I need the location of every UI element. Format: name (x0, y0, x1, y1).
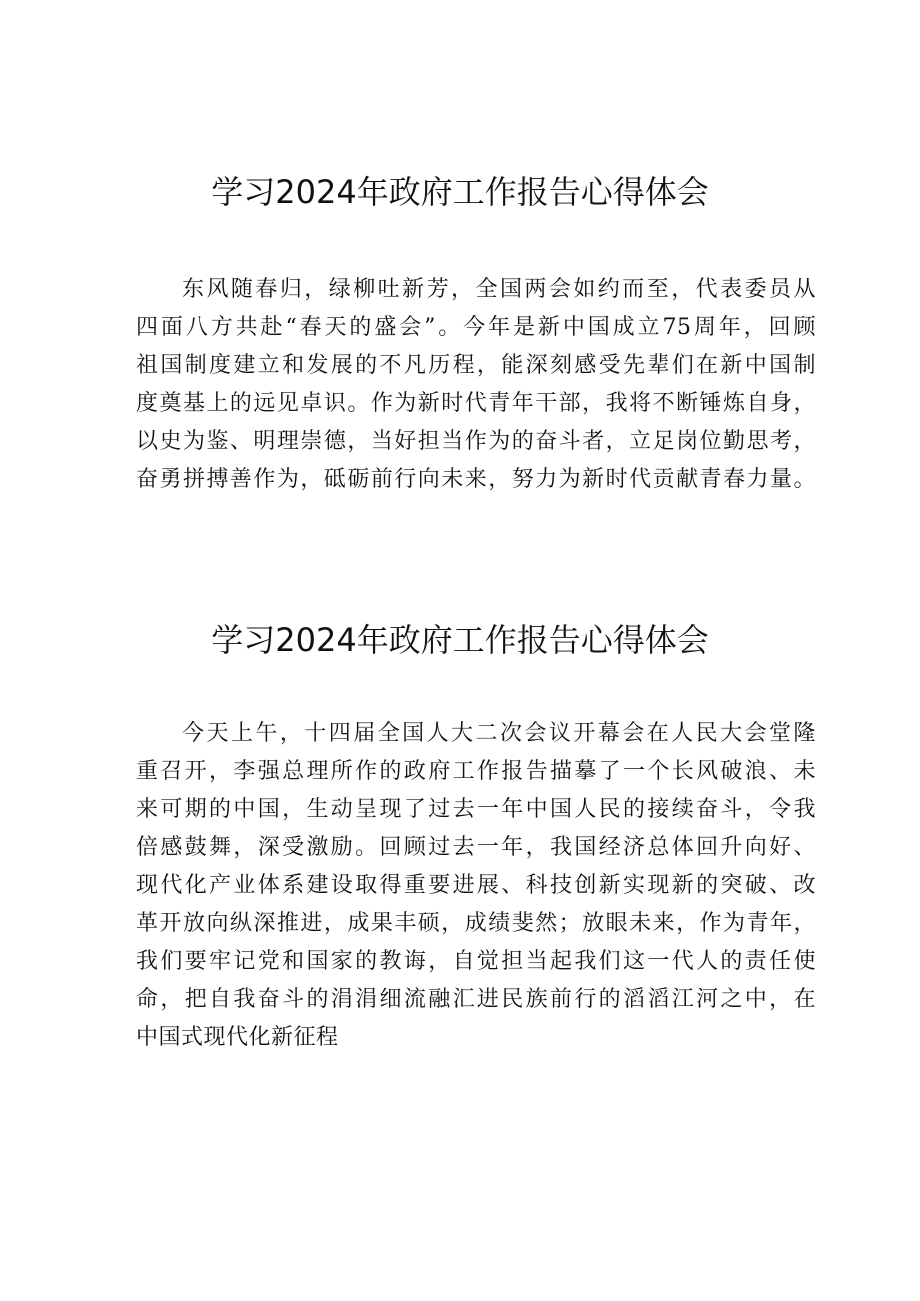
paragraph-line: 革开放向纵深推进，成果丰硕，成绩斐然；放眼未来，作为青年， (136, 911, 816, 936)
paragraph-line: 以史为鉴、明理崇德，当好担当作为的奋斗者，立足岗位勤思考， (136, 429, 816, 454)
paragraph-line: 现代化产业体系建设取得重要进展、科技创新实现新的突破、改 (136, 873, 816, 898)
paragraph-line: 四面八方共赴“春天的盛会”。今年是新中国成立75周年，回顾 (136, 315, 816, 340)
paragraph-line: 度奠基上的远见卓识。作为新时代青年干部，我将不断锤炼自身， (136, 391, 816, 416)
paragraph-line: 今天上午，十四届全国人大二次会议开幕会在人民大会堂隆 (182, 721, 816, 746)
paragraph-line: 倍感鼓舞，深受激励。回顾过去一年，我国经济总体回升向好、 (136, 835, 816, 860)
paragraph-line: 东风随春归，绿柳吐新芳，全国两会如约而至，代表委员从 (182, 277, 816, 302)
paragraph-line: 中国式现代化新征程 (136, 1025, 339, 1050)
paragraph-line: 奋勇拼搏善作为，砥砺前行向未来，努力为新时代贡献青春力量。 (136, 467, 816, 492)
section-title: 学习2024年政府工作报告心得体会 (211, 173, 709, 211)
paragraph-line: 祖国制度建立和发展的不凡历程，能深刻感受先辈们在新中国制 (136, 353, 816, 378)
paragraph-line: 重召开，李强总理所作的政府工作报告描摹了一个长风破浪、未 (136, 759, 816, 784)
article-body (136, 715, 816, 1057)
section-title: 学习2024年政府工作报告心得体会 (211, 621, 709, 659)
paragraph-line: 来可期的中国，生动呈现了过去一年中国人民的接续奋斗，令我 (136, 797, 816, 822)
paragraph-line: 命，把自我奋斗的涓涓细流融汇进民族前行的滔滔江河之中，在 (136, 987, 816, 1012)
paragraph-line: 我们要牢记党和国家的教诲，自觉担当起我们这一代人的责任使 (136, 949, 816, 974)
article-body (136, 271, 816, 499)
